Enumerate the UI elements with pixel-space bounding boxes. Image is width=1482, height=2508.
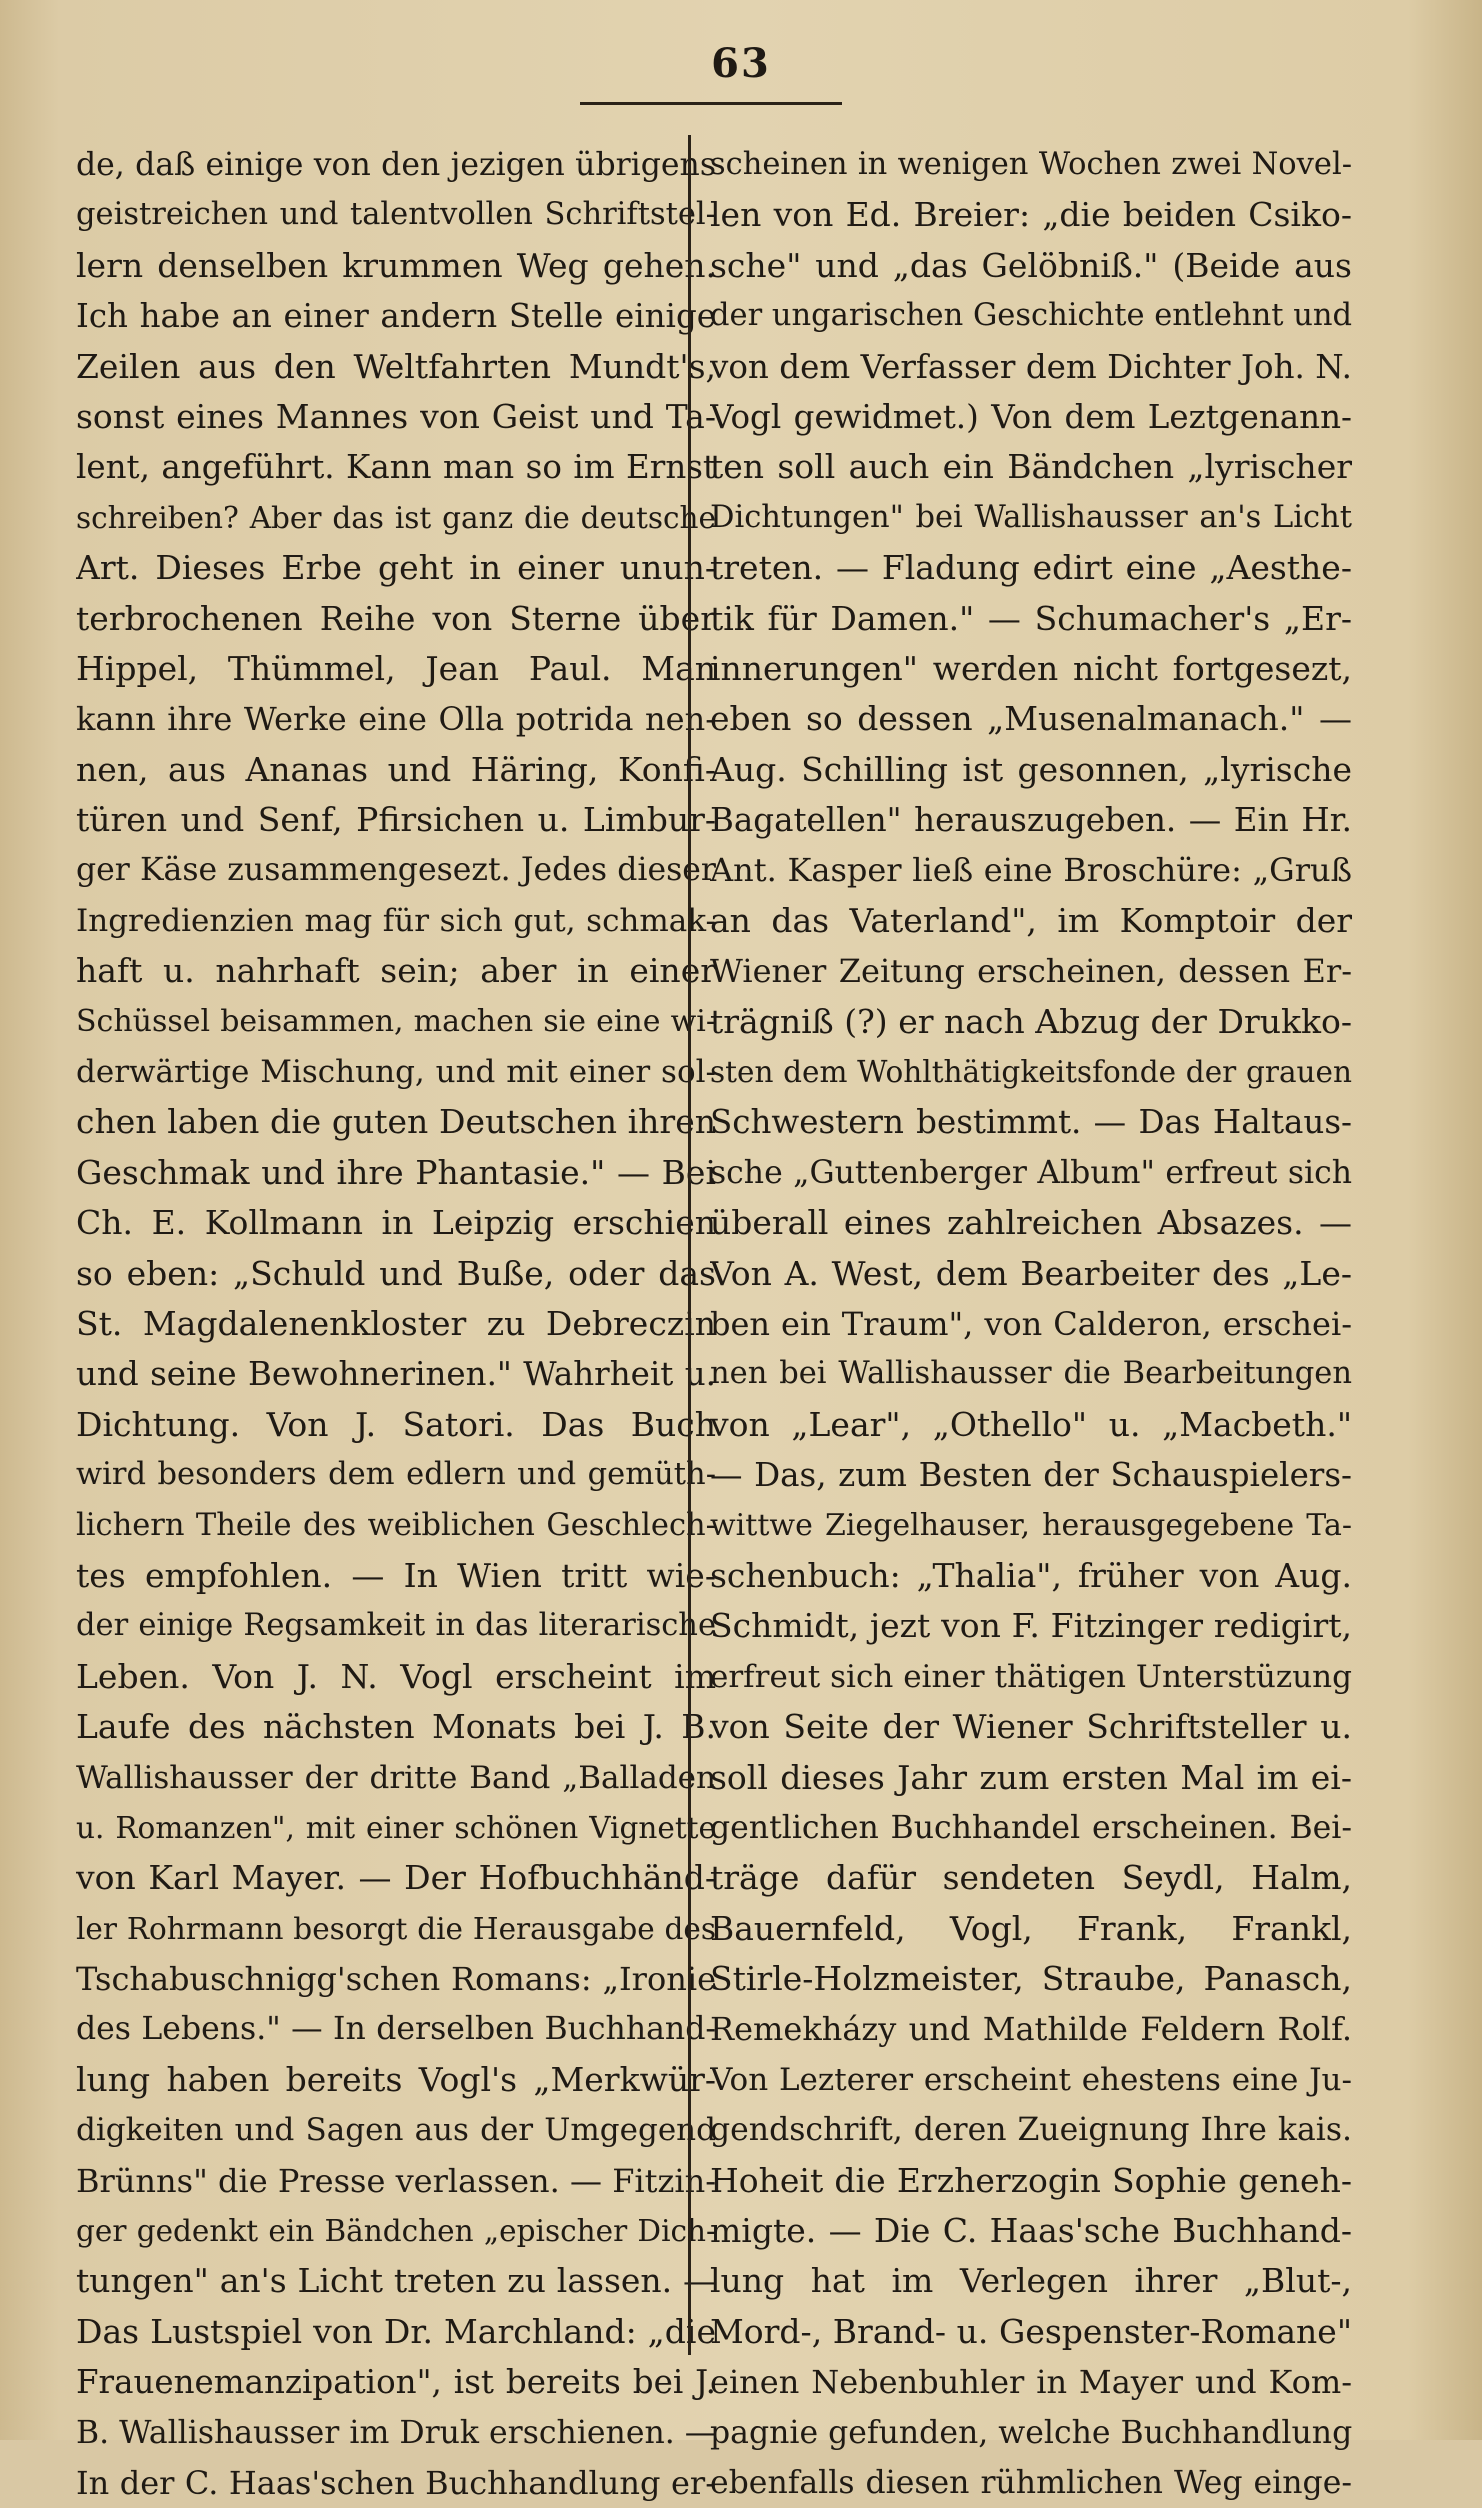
text-line: von Karl Mayer. — Der Hofbuchhänd- — [76, 1858, 716, 1898]
text-line: Remekházy und Mathilde Feldern Rolf. — [710, 2010, 1352, 2049]
text-line: Vogl gewidmet.) Von dem Leztgenann- — [710, 397, 1352, 436]
text-line: so eben: „Schuld und Buße, oder das — [76, 1253, 716, 1293]
text-line: Tschabuschnigg'schen Romans: „Ironie — [76, 1960, 716, 1999]
text-line: eben so dessen „Musenalmanach." — — [710, 699, 1352, 739]
text-line: gentlichen Buchhandel erscheinen. Bei- — [710, 1809, 1352, 1846]
text-line: schreiben? Aber das ist ganz die deutsche — [76, 500, 716, 535]
text-line: innerungen" werden nicht fortgesezt, — [710, 648, 1352, 688]
text-line: B. Wallishausser im Druk erschienen. — — [76, 2414, 716, 2451]
text-line: lung haben bereits Vogl's „Merkwür- — [76, 2059, 716, 2099]
text-line: geistreichen und talentvollen Schriftstel- — [76, 197, 716, 233]
text-line: soll dieses Jahr zum ersten Mal im ei- — [710, 1757, 1352, 1797]
text-line: tungen" an's Licht treten zu lassen. — — [76, 2261, 716, 2301]
text-line: Schwestern bestimmt. — Das Haltaus- — [710, 1103, 1352, 1142]
text-line: kann ihre Werke eine Olla potrida nen- — [76, 700, 716, 739]
text-line: chen laben die guten Deutschen ihren — [76, 1102, 716, 1142]
text-line: Bagatellen" herauszugeben. — Ein Hr. — [710, 801, 1352, 840]
text-line: Ant. Kasper ließ eine Broschüre: „Gruß — [710, 851, 1352, 890]
text-line: scheinen in wenigen Wochen zwei Novel- — [710, 147, 1352, 182]
text-line: Von Lezterer erscheint ehestens eine Ju- — [710, 2061, 1352, 2098]
text-line: Ch. E. Kollmann in Leipzig erschien — [76, 1203, 716, 1243]
text-line: haft u. nahrhaft sein; aber in einer — [76, 951, 716, 991]
text-line: — Das, zum Besten der Schauspielers- — [710, 1456, 1352, 1495]
text-line: Dichtungen" bei Wallishausser an's Licht — [710, 499, 1352, 535]
text-line: schenbuch: „Thalia", früher von Aug. — [710, 1555, 1352, 1595]
text-line: nen, aus Ananas und Häring, Konfi- — [76, 749, 716, 789]
text-line: Das Lustspiel von Dr. Marchland: „die — [76, 2311, 716, 2351]
text-line: der einige Regsamkeit in das literarische — [76, 1608, 716, 1644]
text-line: wittwe Ziegelhauser, herausgegebene Ta- — [710, 1507, 1352, 1543]
text-line: ten soll auch ein Bändchen „lyrischer — [710, 447, 1352, 487]
left-column — [76, 140, 716, 2508]
text-line: tes empfohlen. — In Wien tritt wie- — [76, 1555, 716, 1595]
text-line: Brünns" die Presse verlassen. — Fitzin- — [76, 2161, 716, 2200]
text-line: St. Magdalenenkloster zu Debreczin — [76, 1303, 716, 1343]
text-line: ger gedenkt ein Bändchen „epischer Dich- — [76, 2214, 716, 2249]
column-divider — [688, 135, 691, 2355]
text-line: Mord-, Brand- u. Gespenster-Romane" — [710, 2311, 1352, 2351]
text-line: türen und Senf, Pfirsichen u. Limbur- — [76, 800, 716, 840]
text-line: überall eines zahlreichen Absazes. — — [710, 1203, 1352, 1243]
header-rule — [580, 102, 842, 105]
text-line: migte. — Die C. Haas'sche Buchhand- — [710, 2211, 1352, 2251]
text-line: ben ein Traum", von Calderon, erschei- — [710, 1304, 1352, 1343]
text-line: In der C. Haas'schen Buchhandlung er- — [76, 2463, 716, 2502]
text-line: Von A. West, dem Bearbeiter des „Le- — [710, 1253, 1352, 1293]
text-line: pagnie gefunden, welche Buchhandlung — [710, 2414, 1352, 2451]
text-line: von Seite der Wiener Schriftsteller u. — [710, 1707, 1352, 1747]
text-line: nen bei Wallishausser die Bearbeitungen — [710, 1356, 1352, 1392]
text-line: Frauenemanzipation", ist bereits bei J. — [76, 2363, 716, 2402]
text-line: sche „Guttenberger Album" erfreut sich — [710, 1154, 1352, 1191]
text-line: sten dem Wohlthätigkeitsfonde der grauen — [710, 1055, 1352, 1090]
text-line: Schmidt, jezt von F. Fitzinger redigirt, — [710, 1606, 1352, 1646]
text-line: Zeilen aus den Weltfahrten Mundt's, — [76, 346, 716, 386]
text-line: erfreut sich einer thätigen Unterstüzung — [710, 1658, 1352, 1695]
text-line: Stirle-Holzmeister, Straube, Panasch, — [710, 1959, 1352, 1999]
text-line: Art. Dieses Erbe geht in einer unun- — [76, 548, 716, 588]
text-line: len von Ed. Breier: „die beiden Csiko- — [710, 195, 1352, 235]
text-line: lung hat im Verlegen ihrer „Blut-, — [710, 2261, 1352, 2301]
text-line: und seine Bewohnerinen." Wahrheit u. — [76, 1355, 716, 1394]
text-line: lern denselben krummen Weg gehen. — [76, 245, 716, 285]
text-line: sonst eines Mannes von Geist und Ta- — [76, 396, 716, 436]
text-line: de, daß einige von den jezigen übrigens — [76, 147, 716, 183]
text-line: des Lebens." — In derselben Buchhand- — [76, 2011, 716, 2048]
text-line: Schüssel beisammen, machen sie eine wi- — [76, 1003, 716, 1039]
text-line: Dichtung. Von J. Satori. Das Buch — [76, 1404, 716, 1444]
text-line: ebenfalls diesen rühmlichen Weg einge- — [710, 2464, 1352, 2501]
page-number: 63 — [711, 40, 771, 87]
text-line: von „Lear", „Othello" u. „Macbeth." — [710, 1404, 1352, 1444]
text-line: gendschrift, deren Zueignung Ihre kais. — [710, 2112, 1352, 2149]
text-line: der ungarischen Geschichte entlehnt und — [710, 298, 1352, 334]
text-line: Ich habe an einer andern Stelle einige — [76, 297, 716, 336]
text-line: Laufe des nächsten Monats bei J. B. — [76, 1707, 716, 1747]
text-line: lichern Theile des weiblichen Geschlech- — [76, 1507, 716, 1543]
text-line: ler Rohrmann besorgt die Herausgabe des — [76, 1911, 716, 1946]
text-line: trägniß (?) er nach Abzug der Drukko- — [710, 1001, 1352, 1041]
text-line: wird besonders dem edlern und gemüth- — [76, 1457, 716, 1493]
text-line: Wiener Zeitung erscheinen, dessen Er- — [710, 952, 1352, 991]
text-line: ger Käse zusammengesezt. Jedes dieser — [76, 852, 716, 889]
text-line: terbrochenen Reihe von Sterne über — [76, 598, 716, 638]
text-line: an das Vaterland", im Komptoir der — [710, 900, 1352, 940]
text-line: Leben. Von J. N. Vogl erscheint im — [76, 1656, 716, 1696]
text-line: von dem Verfasser dem Dichter Joh. N. — [710, 347, 1352, 386]
text-line: Hoheit die Erzherzogin Sophie geneh- — [710, 2160, 1352, 2200]
right-column — [710, 140, 1352, 2508]
text-line: sche" und „das Gelöbniß." (Beide aus — [710, 245, 1352, 285]
text-line: Hippel, Thümmel, Jean Paul. Man — [76, 648, 716, 688]
text-line: Geschmak und ihre Phantasie." — Bei — [76, 1152, 716, 1192]
text-line: tik für Damen." — Schumacher's „Er- — [710, 598, 1352, 638]
text-line: Wallishausser der dritte Band „Balladen — [76, 1759, 716, 1796]
text-line: treten. — Fladung edirt eine „Aesthe- — [710, 548, 1352, 588]
text-line: träge dafür sendeten Seydl, Halm, — [710, 1858, 1352, 1898]
text-line: digkeiten und Sagen aus der Umgegend — [76, 2112, 716, 2149]
text-line: Aug. Schilling ist gesonnen, „lyrische — [710, 749, 1352, 789]
text-line: Bauernfeld, Vogl, Frank, Frankl, — [710, 1908, 1352, 1948]
text-line: derwärtige Mischung, und mit einer sol- — [76, 1054, 716, 1091]
text-line: einen Nebenbuhler in Mayer und Kom- — [710, 2363, 1352, 2402]
text-line: lent, angeführt. Kann man so im Ernst — [76, 448, 716, 487]
text-line: u. Romanzen", mit einer schönen Vignette — [76, 1810, 716, 1845]
text-line: Ingredienzien mag für sich gut, schmak- — [76, 902, 716, 939]
